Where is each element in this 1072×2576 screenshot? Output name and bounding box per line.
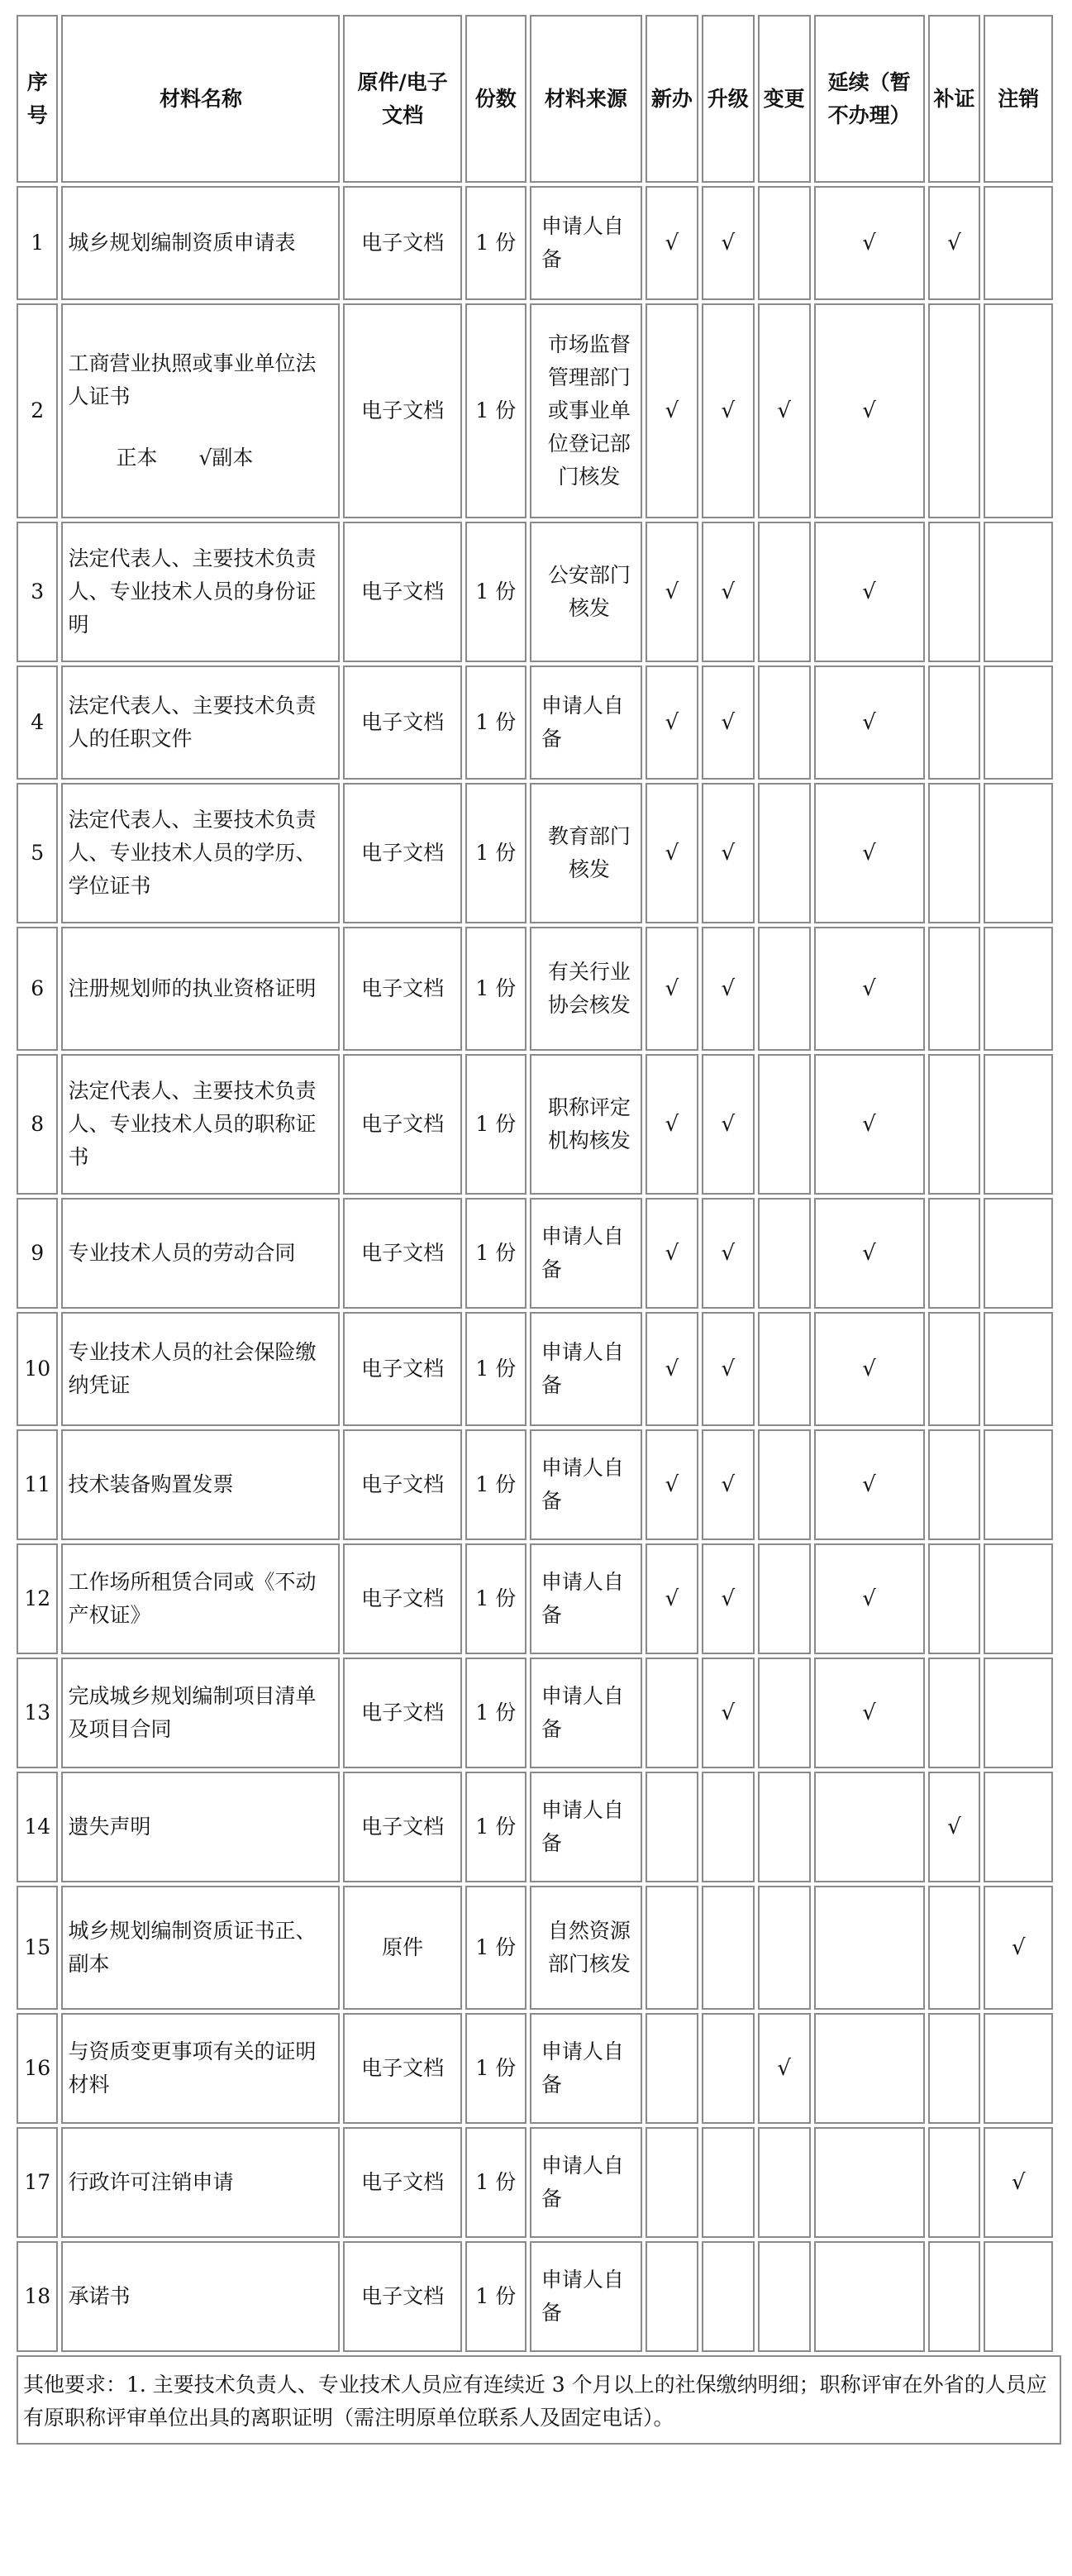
check-upgrade: [702, 783, 755, 923]
check-mark-icon: √: [721, 710, 736, 735]
check-mark-icon: √: [665, 1586, 679, 1611]
materials-body: [17, 186, 1053, 2352]
row-number: 4: [17, 665, 58, 780]
check-new: [646, 1772, 698, 1882]
check-new: [646, 1312, 698, 1426]
check-change: [758, 927, 811, 1051]
material-name-text: 行政许可注销申请: [68, 2170, 234, 2194]
material-format: 原件: [343, 1886, 461, 2010]
check-cancel: [984, 1429, 1053, 1540]
table-row: [17, 1658, 1053, 1768]
check-mark-icon: √: [721, 1701, 736, 1725]
row-number: 16: [17, 2013, 58, 2124]
check-upgrade: [702, 1543, 755, 1654]
check-cancel: [984, 1772, 1053, 1882]
row-number: 2: [17, 303, 58, 518]
material-name: [61, 522, 340, 662]
check-mark-icon: √: [1011, 2170, 1026, 2195]
row-number: 15: [17, 1886, 58, 2010]
check-upgrade: [702, 1429, 755, 1540]
check-mark-icon: √: [665, 1357, 679, 1381]
material-name-text: 专业技术人员的社会保险缴纳凭证: [68, 1340, 317, 1397]
material-format: 电子文档: [343, 665, 461, 780]
check-extend: [814, 1543, 925, 1654]
material-format: 电子文档: [343, 1429, 461, 1540]
check-mark-icon: √: [1011, 1935, 1026, 1960]
material-copies: 1 份: [465, 2127, 526, 2238]
check-mark-icon: √: [721, 398, 736, 423]
check-change: [758, 522, 811, 662]
check-upgrade: [702, 1198, 755, 1309]
check-extend: [814, 1658, 925, 1768]
material-format: 电子文档: [343, 1543, 461, 1654]
material-copies: 1 份: [465, 303, 526, 518]
material-copies: 1 份: [465, 1772, 526, 1882]
material-copies: 1 份: [465, 1312, 526, 1426]
check-cancel: [984, 2241, 1053, 2352]
check-mark-icon: √: [721, 1241, 736, 1266]
row-number: 6: [17, 927, 58, 1051]
material-name-text: 工作场所租赁合同或《不动产权证》: [68, 1570, 317, 1627]
table-row: [17, 303, 1053, 518]
check-extend: [814, 1312, 925, 1426]
check-extend: [814, 1772, 925, 1882]
material-source: 申请人自备: [530, 665, 642, 780]
check-mark-icon: √: [721, 976, 736, 1001]
material-format: 电子文档: [343, 1312, 461, 1426]
header-reissue: 补证: [928, 15, 981, 183]
check-extend: [814, 2241, 925, 2352]
materials-table: [13, 12, 1056, 2355]
check-mark-icon: √: [665, 976, 679, 1001]
table-row: [17, 1054, 1053, 1195]
material-source: 申请人自备: [530, 1543, 642, 1654]
material-name: [61, 1886, 340, 2010]
check-new: [646, 303, 698, 518]
check-extend: [814, 665, 925, 780]
material-format: 电子文档: [343, 2127, 461, 2238]
row-number: 13: [17, 1658, 58, 1768]
check-upgrade: [702, 2127, 755, 2238]
check-upgrade: [702, 1658, 755, 1768]
header-extend: 延续（暂不办理）: [814, 15, 925, 183]
row-number: 10: [17, 1312, 58, 1426]
material-copies: 1 份: [465, 927, 526, 1051]
check-upgrade: [702, 1054, 755, 1195]
material-name-text: 承诺书: [68, 2284, 131, 2308]
material-name-text: 与资质变更事项有关的证明材料: [68, 2039, 317, 2097]
header-cancel: 注销: [984, 15, 1053, 183]
check-change: [758, 1886, 811, 2010]
row-number: 11: [17, 1429, 58, 1540]
material-format: 电子文档: [343, 1772, 461, 1882]
material-format: 电子文档: [343, 186, 461, 300]
check-cancel: [984, 783, 1053, 923]
check-new: [646, 783, 698, 923]
check-mark-icon: √: [665, 580, 679, 604]
check-cancel: [984, 1198, 1053, 1309]
material-format: 电子文档: [343, 927, 461, 1051]
check-mark-icon: √: [947, 231, 961, 255]
check-reissue: [928, 1054, 981, 1195]
check-mark-icon: √: [721, 841, 736, 866]
check-reissue: [928, 303, 981, 518]
check-new: [646, 186, 698, 300]
table-row: [17, 665, 1053, 780]
check-extend: [814, 927, 925, 1051]
check-mark-icon: √: [721, 1472, 736, 1497]
material-name: [61, 1312, 340, 1426]
material-copies: 1 份: [465, 665, 526, 780]
table-row: [17, 1886, 1053, 2010]
table-row: [17, 522, 1053, 662]
material-name: [61, 1054, 340, 1195]
table-row: [17, 1543, 1053, 1654]
material-name-text: 工商营业执照或事业单位法人证书: [68, 351, 317, 408]
check-mark-icon: √: [721, 1357, 736, 1381]
material-name: [61, 2127, 340, 2238]
check-new: [646, 2127, 698, 2238]
check-mark-icon: √: [665, 231, 679, 255]
row-number: 12: [17, 1543, 58, 1654]
check-change: [758, 783, 811, 923]
header-name: 材料名称: [61, 15, 340, 183]
material-source: 申请人自备: [530, 1772, 642, 1882]
material-name-text: 完成城乡规划编制项目清单及项目合同: [68, 1684, 317, 1741]
material-format: 电子文档: [343, 1054, 461, 1195]
material-format: 电子文档: [343, 1198, 461, 1309]
material-format: 电子文档: [343, 2241, 461, 2352]
material-copies: 1 份: [465, 522, 526, 662]
material-name: [61, 1543, 340, 1654]
check-extend: [814, 1429, 925, 1540]
material-format: 电子文档: [343, 303, 461, 518]
material-source: 申请人自备: [530, 2241, 642, 2352]
material-name-text: 法定代表人、主要技术负责人、专业技术人员的职称证书: [68, 1079, 317, 1169]
check-cancel: [984, 1543, 1053, 1654]
other-requirements-note: 其他要求：1. 主要技术负责人、专业技术人员应有连续近 3 个月以上的社保缴纳明细；职称评审在外省的人员应有原职称评审单位出具的离职证明（需注明原单位联系人及固定电话）。: [17, 2355, 1061, 2445]
check-extend: [814, 1198, 925, 1309]
check-mark-icon: √: [721, 1586, 736, 1611]
material-copies: 1 份: [465, 1886, 526, 2010]
row-number: 5: [17, 783, 58, 923]
material-copies: 1 份: [465, 2013, 526, 2124]
header-upgrade: 升级: [702, 15, 755, 183]
check-change: [758, 186, 811, 300]
check-mark-icon: √: [862, 841, 876, 866]
check-reissue: [928, 1543, 981, 1654]
table-row: [17, 1772, 1053, 1882]
check-reissue: [928, 186, 981, 300]
check-reissue: [928, 1658, 981, 1768]
check-extend: [814, 1886, 925, 2010]
check-extend: [814, 2013, 925, 2124]
check-reissue: [928, 1198, 981, 1309]
material-name-text: 注册规划师的执业资格证明: [68, 976, 317, 1000]
check-upgrade: [702, 1886, 755, 2010]
check-upgrade: [702, 522, 755, 662]
table-row: [17, 2241, 1053, 2352]
check-mark-icon: √: [665, 1472, 679, 1497]
check-upgrade: [702, 665, 755, 780]
material-name: [61, 2013, 340, 2124]
material-source: 申请人自备: [530, 1429, 642, 1540]
check-change: [758, 1543, 811, 1654]
material-name: [61, 1429, 340, 1540]
material-name-text: 专业技术人员的劳动合同: [68, 1241, 296, 1265]
check-change: [758, 1198, 811, 1309]
check-extend: [814, 303, 925, 518]
material-source: 职称评定机构核发: [530, 1054, 642, 1195]
check-change: [758, 2241, 811, 2352]
check-new: [646, 1543, 698, 1654]
material-name: [61, 1658, 340, 1768]
material-name-text: 法定代表人、主要技术负责人、专业技术人员的学历、学位证书: [68, 808, 317, 898]
check-extend: [814, 2127, 925, 2238]
check-change: [758, 1429, 811, 1540]
header-format: 原件/电子文档: [343, 15, 461, 183]
material-format: 电子文档: [343, 522, 461, 662]
check-mark-icon: √: [862, 976, 876, 1001]
material-copies: 1 份: [465, 2241, 526, 2352]
check-upgrade: [702, 186, 755, 300]
material-name-text: 法定代表人、主要技术负责人的任职文件: [68, 694, 317, 751]
check-mark-icon: √: [665, 1241, 679, 1266]
check-upgrade: [702, 927, 755, 1051]
material-copies: 1 份: [465, 186, 526, 300]
check-change: [758, 2013, 811, 2124]
check-new: [646, 1429, 698, 1540]
check-mark-icon: √: [862, 1357, 876, 1381]
check-new: [646, 1054, 698, 1195]
material-source: 自然资源部门核发: [530, 1886, 642, 2010]
check-change: [758, 303, 811, 518]
material-copies: 1 份: [465, 1054, 526, 1195]
material-name: [61, 1772, 340, 1882]
check-mark-icon: √: [862, 1112, 876, 1137]
material-source: 申请人自备: [530, 1312, 642, 1426]
material-copies: 1 份: [465, 1658, 526, 1768]
row-number: 14: [17, 1772, 58, 1882]
material-name-text: 遗失声明: [68, 1815, 151, 1839]
check-cancel: [984, 2127, 1053, 2238]
check-change: [758, 2127, 811, 2238]
certificate-type-note: 正本 √副本: [116, 446, 254, 470]
material-copies: 1 份: [465, 1198, 526, 1309]
check-mark-icon: √: [665, 710, 679, 735]
check-mark-icon: √: [721, 580, 736, 604]
material-name: [61, 927, 340, 1051]
check-cancel: [984, 2013, 1053, 2124]
material-name: [61, 186, 340, 300]
material-name: [61, 665, 340, 780]
check-new: [646, 665, 698, 780]
material-source: 市场监督管理部门或事业单位登记部门核发: [530, 303, 642, 518]
check-cancel: [984, 1658, 1053, 1768]
check-reissue: [928, 2241, 981, 2352]
header-source: 材料来源: [530, 15, 642, 183]
check-mark-icon: √: [721, 1112, 736, 1137]
check-cancel: [984, 303, 1053, 518]
row-number: 3: [17, 522, 58, 662]
check-cancel: [984, 1054, 1053, 1195]
header-new: 新办: [646, 15, 698, 183]
table-row: [17, 783, 1053, 923]
check-reissue: [928, 783, 981, 923]
table-row: [17, 2013, 1053, 2124]
check-mark-icon: √: [777, 398, 791, 423]
material-source: 申请人自备: [530, 2127, 642, 2238]
header-no: 序号: [17, 15, 58, 183]
table-row: [17, 1198, 1053, 1309]
material-source: 申请人自备: [530, 2013, 642, 2124]
check-change: [758, 1054, 811, 1195]
material-source: 申请人自备: [530, 1198, 642, 1309]
row-number: 9: [17, 1198, 58, 1309]
check-mark-icon: √: [862, 710, 876, 735]
check-reissue: [928, 2013, 981, 2124]
table-row: [17, 1312, 1053, 1426]
check-new: [646, 2013, 698, 2124]
material-name: [61, 2241, 340, 2352]
check-reissue: [928, 1772, 981, 1882]
check-reissue: [928, 927, 981, 1051]
table-row: [17, 2127, 1053, 2238]
check-cancel: [984, 522, 1053, 662]
check-mark-icon: √: [947, 1815, 961, 1839]
material-name-text: 法定代表人、主要技术负责人、专业技术人员的身份证明: [68, 546, 317, 637]
check-reissue: [928, 522, 981, 662]
material-format: 电子文档: [343, 783, 461, 923]
check-new: [646, 927, 698, 1051]
row-number: 1: [17, 186, 58, 300]
check-extend: [814, 522, 925, 662]
check-mark-icon: √: [721, 231, 736, 255]
check-reissue: [928, 665, 981, 780]
check-mark-icon: √: [862, 1241, 876, 1266]
row-number: 18: [17, 2241, 58, 2352]
row-number: 17: [17, 2127, 58, 2238]
check-extend: [814, 186, 925, 300]
check-mark-icon: √: [777, 2056, 791, 2081]
check-new: [646, 1198, 698, 1309]
material-name: [61, 1198, 340, 1309]
check-cancel: [984, 1886, 1053, 2010]
check-new: [646, 1886, 698, 2010]
check-extend: [814, 783, 925, 923]
check-upgrade: [702, 2241, 755, 2352]
material-copies: 1 份: [465, 783, 526, 923]
check-cancel: [984, 665, 1053, 780]
material-source: 申请人自备: [530, 186, 642, 300]
material-name-text: 城乡规划编制资质证书正、副本: [68, 1919, 317, 1976]
check-change: [758, 1658, 811, 1768]
check-upgrade: [702, 303, 755, 518]
material-format: 电子文档: [343, 1658, 461, 1768]
check-mark-icon: √: [862, 1586, 876, 1611]
material-copies: 1 份: [465, 1429, 526, 1540]
check-mark-icon: √: [862, 580, 876, 604]
check-new: [646, 2241, 698, 2352]
check-upgrade: [702, 1772, 755, 1882]
check-change: [758, 1772, 811, 1882]
material-name: [61, 783, 340, 923]
material-name-text: 技术装备购置发票: [68, 1472, 234, 1496]
material-name-text: 城乡规划编制资质申请表: [68, 231, 296, 255]
header-row: [17, 15, 1053, 183]
check-upgrade: [702, 1312, 755, 1426]
material-name: [61, 303, 340, 518]
check-new: [646, 1658, 698, 1768]
check-mark-icon: √: [862, 398, 876, 423]
table-row: [17, 927, 1053, 1051]
check-change: [758, 1312, 811, 1426]
check-mark-icon: √: [665, 841, 679, 866]
check-cancel: [984, 186, 1053, 300]
check-mark-icon: √: [862, 231, 876, 255]
row-number: 8: [17, 1054, 58, 1195]
materials-sheet: [17, 12, 1060, 2445]
material-copies: 1 份: [465, 1543, 526, 1654]
check-extend: [814, 1054, 925, 1195]
check-change: [758, 665, 811, 780]
check-cancel: [984, 927, 1053, 1051]
material-source: 教育部门核发: [530, 783, 642, 923]
material-format: 电子文档: [343, 2013, 461, 2124]
check-cancel: [984, 1312, 1053, 1426]
check-reissue: [928, 1886, 981, 2010]
table-row: [17, 1429, 1053, 1540]
check-reissue: [928, 1312, 981, 1426]
check-mark-icon: √: [665, 398, 679, 423]
material-source: 有关行业协会核发: [530, 927, 642, 1051]
material-source: 公安部门核发: [530, 522, 642, 662]
check-mark-icon: √: [665, 1112, 679, 1137]
check-mark-icon: √: [862, 1701, 876, 1725]
header-change: 变更: [758, 15, 811, 183]
check-upgrade: [702, 2013, 755, 2124]
table-row: [17, 186, 1053, 300]
check-new: [646, 522, 698, 662]
check-mark-icon: √: [862, 1472, 876, 1497]
check-reissue: [928, 1429, 981, 1540]
header-copies: 份数: [465, 15, 526, 183]
material-source: 申请人自备: [530, 1658, 642, 1768]
check-reissue: [928, 2127, 981, 2238]
